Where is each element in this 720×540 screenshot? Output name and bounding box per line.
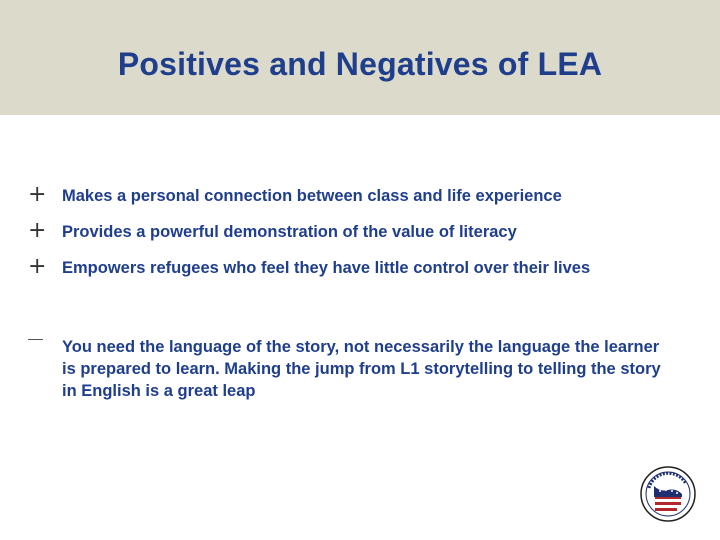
plus-icon: + — [28, 254, 47, 279]
bullet-text: You need the language of the story, not necessarily the language the learner is prepared to learn. Making the jump from L1 storytelling to telling the story in English is a great leap — [62, 338, 661, 400]
peace-corps-logo-icon — [640, 466, 696, 522]
plus-icon: + — [28, 218, 47, 243]
bullet-text: Provides a powerful demonstration of the value of literacy — [62, 223, 517, 241]
plus-icon: + — [28, 182, 47, 207]
bullet-text: Empowers refugees who feel they have little control over their lives — [62, 259, 591, 277]
bullet-text: Makes a personal connection between class and life experience — [62, 187, 562, 205]
slide-title: Positives and Negatives of LEA — [117, 46, 603, 82]
